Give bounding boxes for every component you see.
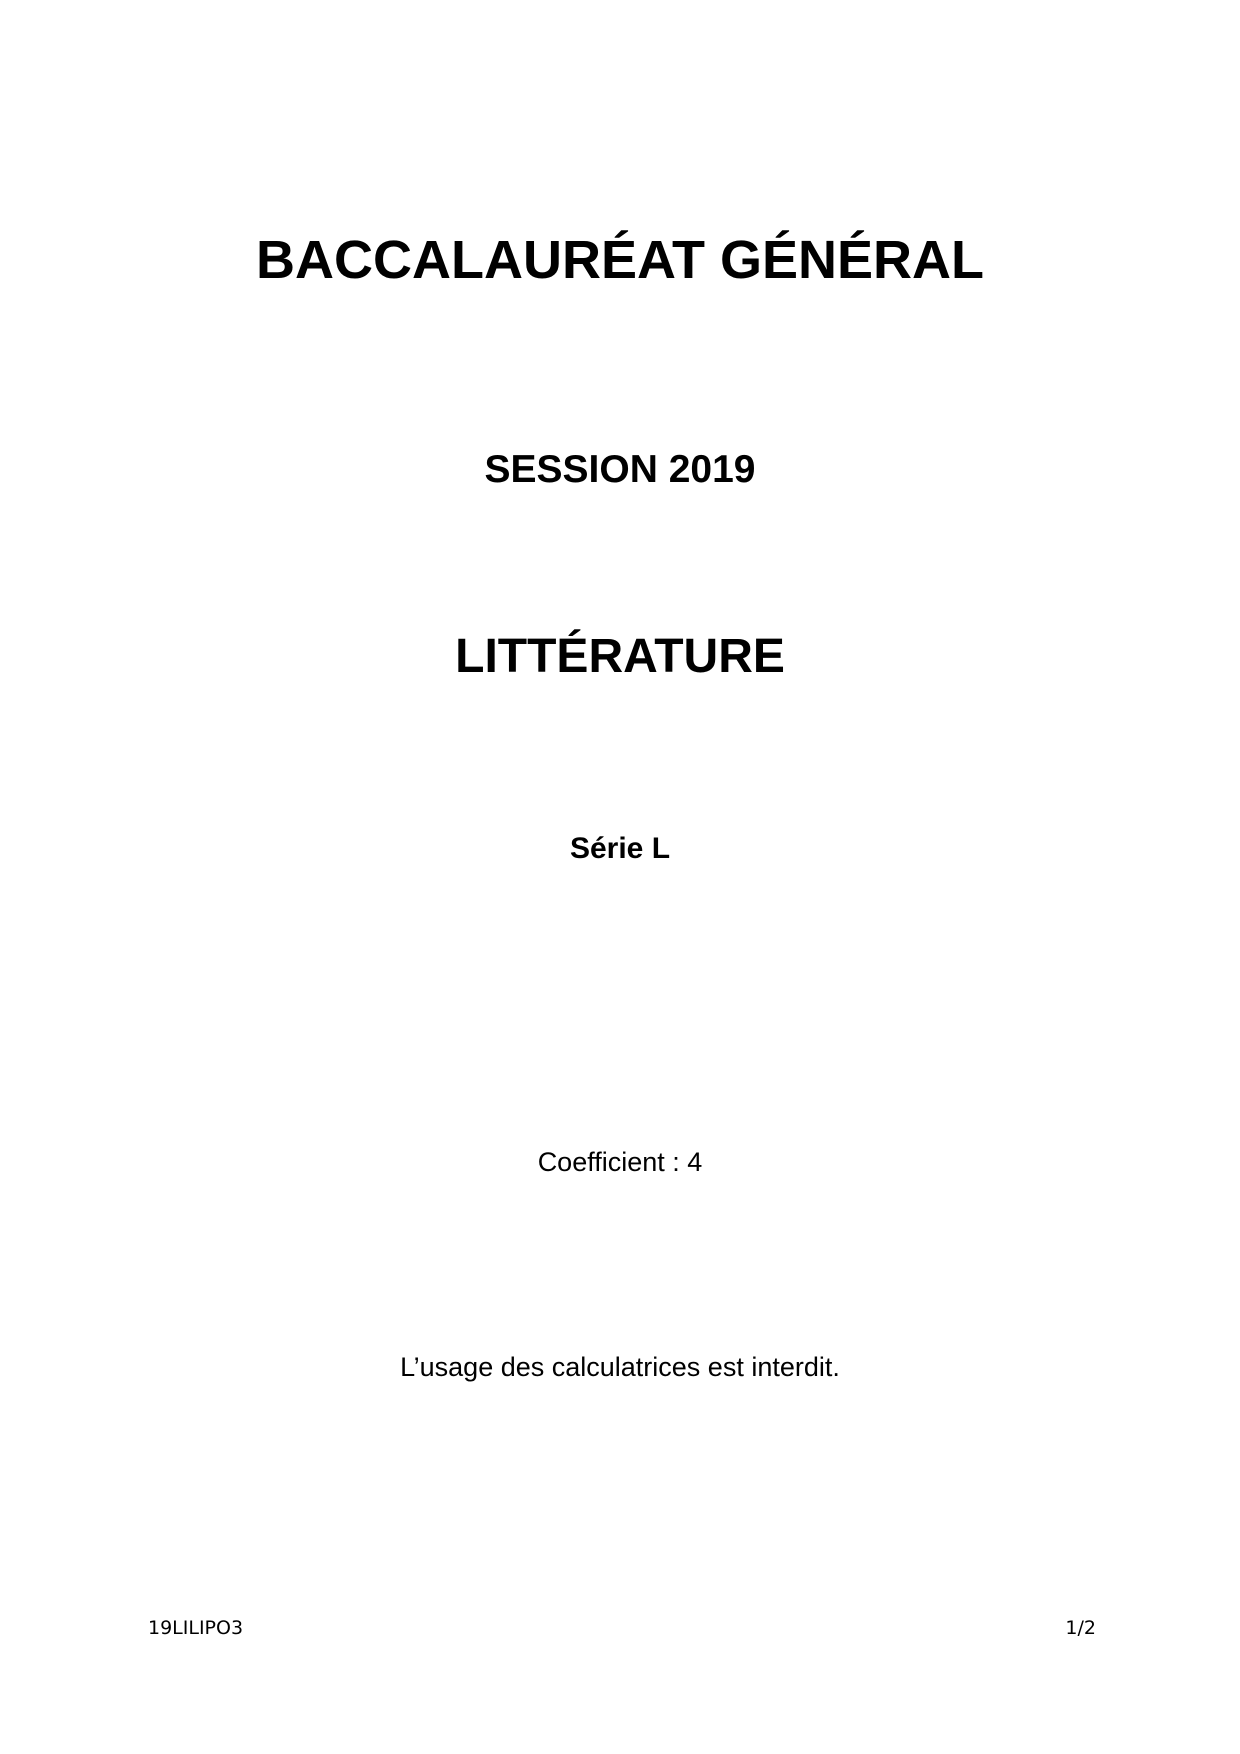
exam-title: BACCALAURÉAT GÉNÉRAL [256, 230, 984, 290]
session-year: SESSION 2019 [484, 448, 756, 491]
footer-page-number: 1/2 [1065, 1617, 1096, 1639]
footer-document-code: 19LILIPO3 [148, 1617, 244, 1639]
series-label: Série L [569, 832, 671, 865]
coefficient-text: Coefficient : 4 [537, 1147, 703, 1177]
calculator-notice: L’usage des calculatrices est interdit. [400, 1352, 840, 1382]
subject-title: LITTÉRATURE [455, 630, 785, 683]
